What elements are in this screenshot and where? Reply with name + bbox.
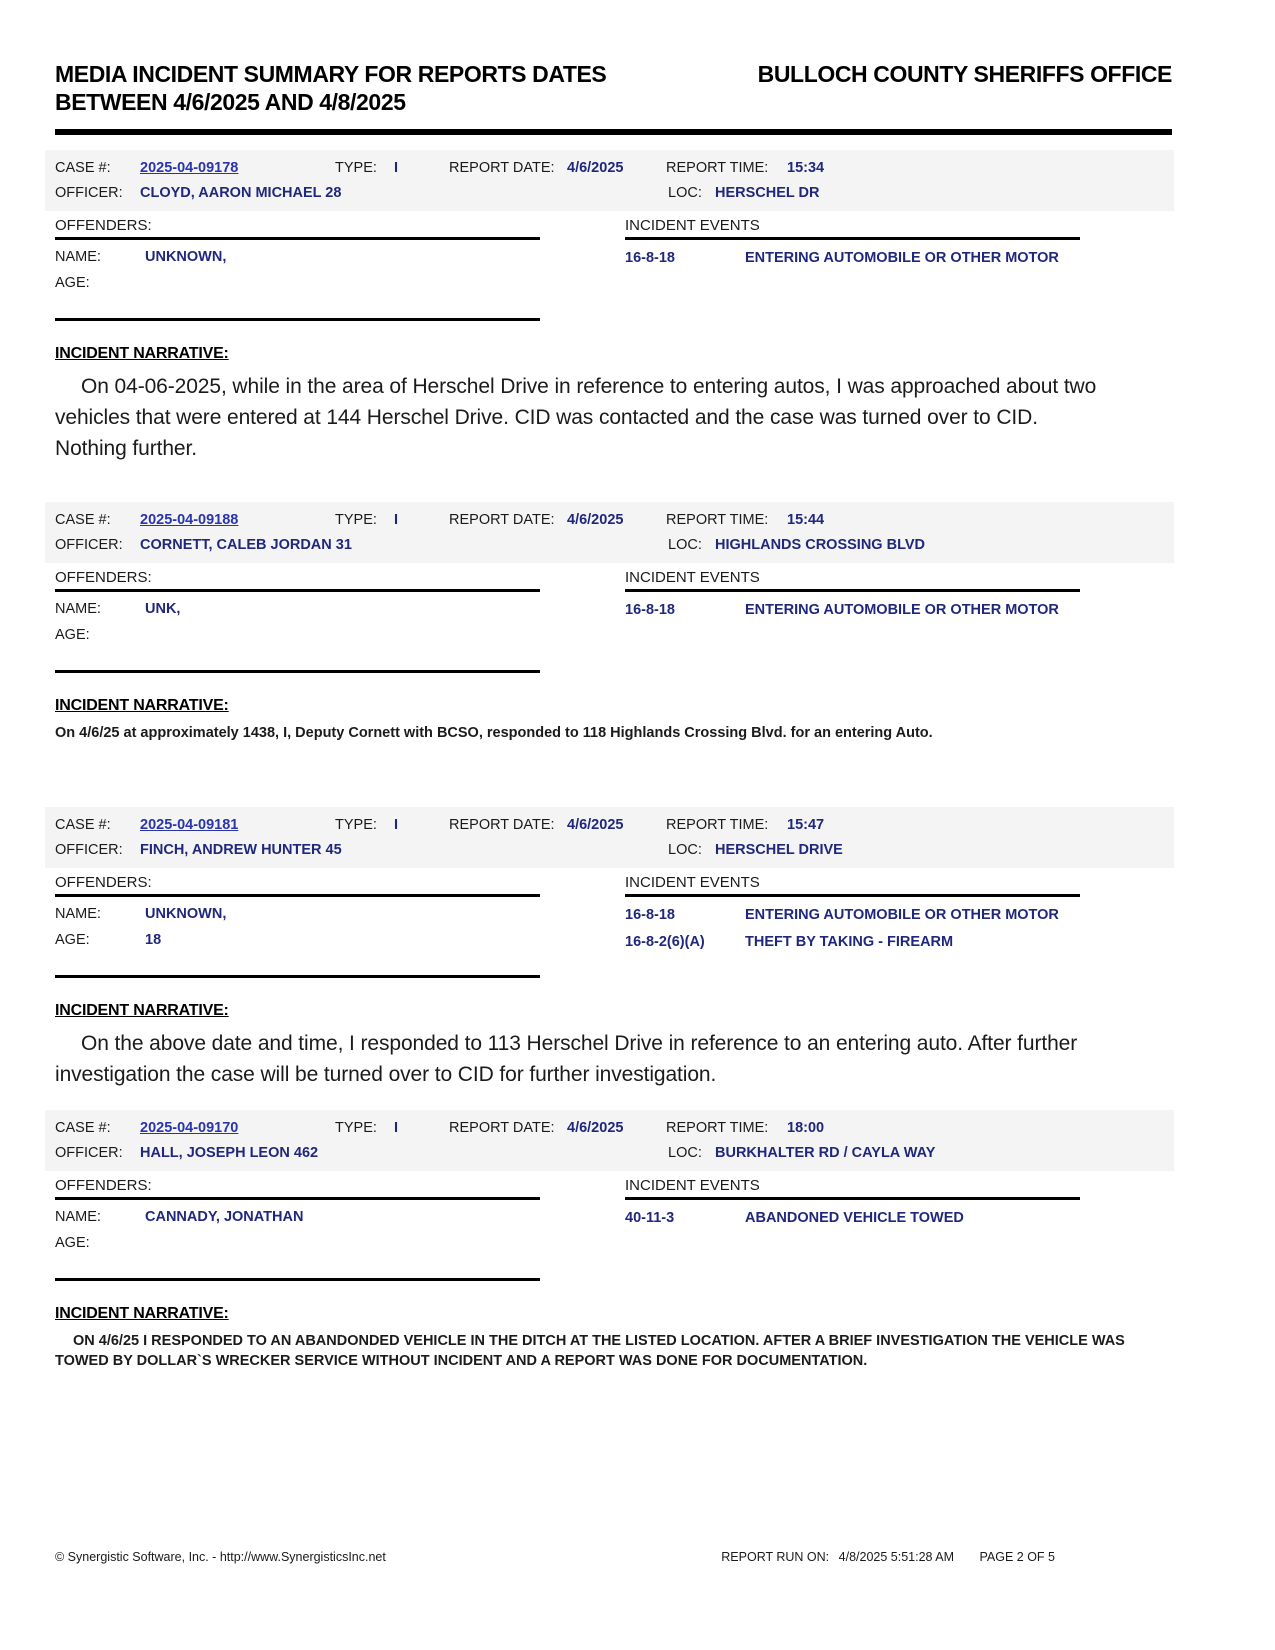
- offender-name-row: [55, 906, 540, 923]
- officer-value: CORNETT, CALEB JORDAN 31: [140, 537, 352, 553]
- loc-value: HIGHLANDS CROSSING BLVD: [715, 537, 925, 553]
- report-time-value: 15:44: [787, 512, 825, 528]
- narrative-heading: INCIDENT NARRATIVE:: [55, 1002, 229, 1019]
- offenders-events-columns: [55, 1174, 1172, 1281]
- case-number-link[interactable]: 2025-04-09181: [140, 817, 239, 833]
- report-time-label: REPORT TIME:: [666, 160, 769, 176]
- offenders-rule: [55, 589, 540, 592]
- offender-name-value: UNKNOWN,: [145, 249, 227, 265]
- offenders-bottom-rule: [55, 670, 540, 673]
- report-date-label: REPORT DATE:: [449, 817, 555, 833]
- agency-name: BULLOCH COUNTY SHERIFFS OFFICE: [757, 61, 1172, 87]
- offenders-bottom-rule: [55, 1278, 540, 1281]
- report-run-value: 4/8/2025 5:51:28 AM: [838, 1550, 955, 1564]
- report-time-value: 18:00: [787, 1120, 825, 1136]
- event-description: ENTERING AUTOMOBILE OR OTHER MOTOR: [745, 250, 1059, 266]
- footer-run-info: [715, 1550, 1055, 1564]
- offender-age-value: [145, 1235, 540, 1252]
- offenders-events-columns: [55, 214, 1172, 321]
- narrative-heading: INCIDENT NARRATIVE:: [55, 345, 229, 362]
- event-description: ABANDONED VEHICLE TOWED: [745, 1210, 964, 1226]
- age-label: AGE:: [55, 275, 90, 291]
- offenders-rule: [55, 237, 540, 240]
- report-time-value: 15:47: [787, 817, 825, 833]
- loc-value: BURKHALTER RD / CAYLA WAY: [715, 1145, 936, 1161]
- offenders-rule: [55, 1197, 540, 1200]
- page-footer: [55, 1550, 1055, 1564]
- narrative-text: ON 4/6/25 I RESPONDED TO AN ABANDONDED VEHICLE IN THE DITCH AT THE LISTED LOCATION. AFTER A BRIEF INVESTIGATION THE VEHICLE WAS TOWED BY DOLLAR`S WRECKER SERVICE WITHOUT INCIDENT AND A REPORT WAS DONE FOR DOCUMENTATION.: [55, 1333, 1125, 1369]
- type-label: TYPE:: [335, 512, 377, 528]
- event-description: ENTERING AUTOMOBILE OR OTHER MOTOR: [745, 602, 1059, 618]
- page-number: PAGE 2 OF 5: [979, 1550, 1055, 1564]
- report-time-value: 15:34: [787, 160, 825, 176]
- officer-value: HALL, JOSEPH LEON 462: [140, 1145, 319, 1161]
- header-divider: [55, 129, 1172, 135]
- incident-block-2: [55, 502, 1172, 743]
- events-rule: [625, 1197, 1080, 1200]
- case-row: [55, 156, 1174, 181]
- incident-header-band: [45, 1110, 1174, 1171]
- offender-name-row: [55, 249, 540, 266]
- name-label: NAME:: [55, 1209, 101, 1225]
- event-code: 16-8-18: [625, 602, 675, 618]
- event-code: 16-8-18: [625, 907, 675, 923]
- offenders-bottom-rule: [55, 975, 540, 978]
- offenders-events-columns: [55, 566, 1172, 673]
- events-column: [625, 566, 1172, 673]
- report-time-label: REPORT TIME:: [666, 512, 769, 528]
- loc-label: LOC:: [668, 1145, 702, 1161]
- offender-age-value: [145, 627, 540, 644]
- offender-name-row: [55, 1209, 540, 1226]
- offender-age-row: [55, 1235, 540, 1252]
- narrative-text: On 04-06-2025, while in the area of Herschel Drive in reference to entering autos, I was approached about two vehicles that were entered at 144 Herschel Drive. CID was contacted and the case was turned over to CID. Nothing further.: [55, 375, 1097, 460]
- report-time-label: REPORT TIME:: [666, 1120, 769, 1136]
- event-row: [625, 602, 1172, 619]
- report-title-line1: MEDIA INCIDENT SUMMARY FOR REPORTS DATES: [55, 61, 607, 87]
- case-label: CASE #:: [55, 817, 111, 833]
- narrative-heading: INCIDENT NARRATIVE:: [55, 1305, 229, 1322]
- offenders-bottom-rule: [55, 318, 540, 321]
- officer-label: OFFICER:: [55, 1145, 123, 1161]
- incident-events-heading: INCIDENT EVENTS: [625, 569, 760, 586]
- incident-events-heading: INCIDENT EVENTS: [625, 217, 760, 234]
- offenders-heading: OFFENDERS:: [55, 1177, 152, 1194]
- incident-block-4: [55, 1110, 1172, 1371]
- events-rule: [625, 589, 1080, 592]
- offenders-heading: OFFENDERS:: [55, 217, 152, 234]
- event-code: 16-8-18: [625, 250, 675, 266]
- type-label: TYPE:: [335, 817, 377, 833]
- offenders-heading: OFFENDERS:: [55, 569, 152, 586]
- footer-copyright: © Synergistic Software, Inc. - http://www.SynergisticsInc.net: [55, 1550, 386, 1564]
- type-label: TYPE:: [335, 1120, 377, 1136]
- incident-header-band: [45, 150, 1174, 211]
- name-label: NAME:: [55, 906, 101, 922]
- officer-label: OFFICER:: [55, 537, 123, 553]
- loc-label: LOC:: [668, 842, 702, 858]
- event-description: THEFT BY TAKING - FIREARM: [745, 934, 954, 950]
- officer-row: [55, 838, 1174, 863]
- name-label: NAME:: [55, 601, 101, 617]
- age-label: AGE:: [55, 1235, 90, 1251]
- report-date-label: REPORT DATE:: [449, 512, 555, 528]
- loc-label: LOC:: [668, 537, 702, 553]
- case-row: [55, 813, 1174, 838]
- offender-name-row: [55, 601, 540, 618]
- offender-name-value: UNK,: [145, 601, 181, 617]
- offender-age-row: [55, 932, 540, 949]
- report-date-label: REPORT DATE:: [449, 160, 555, 176]
- type-value: I: [394, 512, 399, 528]
- offender-age-row: [55, 275, 540, 292]
- narrative-heading: INCIDENT NARRATIVE:: [55, 697, 229, 714]
- incident-block-1: [55, 150, 1172, 464]
- events-column: [625, 871, 1172, 978]
- narrative-text: On 4/6/25 at approximately 1438, I, Deputy Cornett with BCSO, responded to 118 Highlands Crossing Blvd. for an entering Auto.: [55, 725, 933, 741]
- type-value: I: [394, 1120, 399, 1136]
- offender-name-value: UNKNOWN,: [145, 906, 227, 922]
- offenders-column: [55, 871, 540, 978]
- event-row: [625, 1210, 1172, 1227]
- events-column: [625, 214, 1172, 321]
- type-label: TYPE:: [335, 160, 377, 176]
- event-code: 40-11-3: [625, 1210, 675, 1226]
- offenders-rule: [55, 894, 540, 897]
- officer-label: OFFICER:: [55, 842, 123, 858]
- officer-value: CLOYD, AARON MICHAEL 28: [140, 185, 342, 201]
- report-date-value: 4/6/2025: [567, 160, 624, 176]
- offenders-events-columns: [55, 871, 1172, 978]
- officer-row: [55, 1141, 1174, 1166]
- age-label: AGE:: [55, 932, 90, 948]
- case-label: CASE #:: [55, 1120, 111, 1136]
- offenders-column: [55, 566, 540, 673]
- incident-events-heading: INCIDENT EVENTS: [625, 874, 760, 891]
- events-rule: [625, 237, 1080, 240]
- case-number-link[interactable]: 2025-04-09170: [140, 1120, 239, 1136]
- event-row: [625, 934, 1172, 951]
- case-label: CASE #:: [55, 512, 111, 528]
- report-date-value: 4/6/2025: [567, 512, 624, 528]
- case-row: [55, 508, 1174, 533]
- case-number-link[interactable]: 2025-04-09178: [140, 160, 239, 176]
- officer-value: FINCH, ANDREW HUNTER 45: [140, 842, 342, 858]
- name-label: NAME:: [55, 249, 101, 265]
- case-label: CASE #:: [55, 160, 111, 176]
- report-title: [55, 60, 606, 116]
- incident-events-heading: INCIDENT EVENTS: [625, 1177, 760, 1194]
- incident-block-3: [55, 807, 1172, 1090]
- event-description: ENTERING AUTOMOBILE OR OTHER MOTOR: [745, 907, 1059, 923]
- offenders-column: [55, 214, 540, 321]
- offender-name-value: CANNADY, JONATHAN: [145, 1209, 304, 1225]
- event-code: 16-8-2(6)(A): [625, 934, 705, 950]
- offender-age-row: [55, 627, 540, 644]
- officer-label: OFFICER:: [55, 185, 123, 201]
- offender-age-value: [145, 275, 540, 292]
- loc-value: HERSCHEL DRIVE: [715, 842, 843, 858]
- report-date-value: 4/6/2025: [567, 817, 624, 833]
- loc-label: LOC:: [668, 185, 702, 201]
- narrative-text: On the above date and time, I responded to 113 Herschel Drive in reference to an entering auto. After further investigation the case will be turned over to CID for further investigation.: [55, 1032, 1078, 1086]
- officer-row: [55, 181, 1174, 206]
- events-rule: [625, 894, 1080, 897]
- report-header: [55, 60, 1172, 116]
- event-row: [625, 907, 1172, 924]
- type-value: I: [394, 160, 399, 176]
- incident-header-band: [45, 807, 1174, 868]
- report-date-label: REPORT DATE:: [449, 1120, 555, 1136]
- events-column: [625, 1174, 1172, 1281]
- report-time-label: REPORT TIME:: [666, 817, 769, 833]
- offender-age-value: 18: [145, 932, 162, 948]
- age-label: AGE:: [55, 627, 90, 643]
- offenders-heading: OFFENDERS:: [55, 874, 152, 891]
- incident-header-band: [45, 502, 1174, 563]
- report-date-value: 4/6/2025: [567, 1120, 624, 1136]
- report-run-label: REPORT RUN ON:: [721, 1550, 830, 1564]
- report-title-line2: BETWEEN 4/6/2025 AND 4/8/2025: [55, 89, 406, 115]
- officer-row: [55, 533, 1174, 558]
- case-number-link[interactable]: 2025-04-09188: [140, 512, 239, 528]
- type-value: I: [394, 817, 399, 833]
- event-row: [625, 250, 1172, 267]
- case-row: [55, 1116, 1174, 1141]
- offenders-column: [55, 1174, 540, 1281]
- loc-value: HERSCHEL DR: [715, 185, 820, 201]
